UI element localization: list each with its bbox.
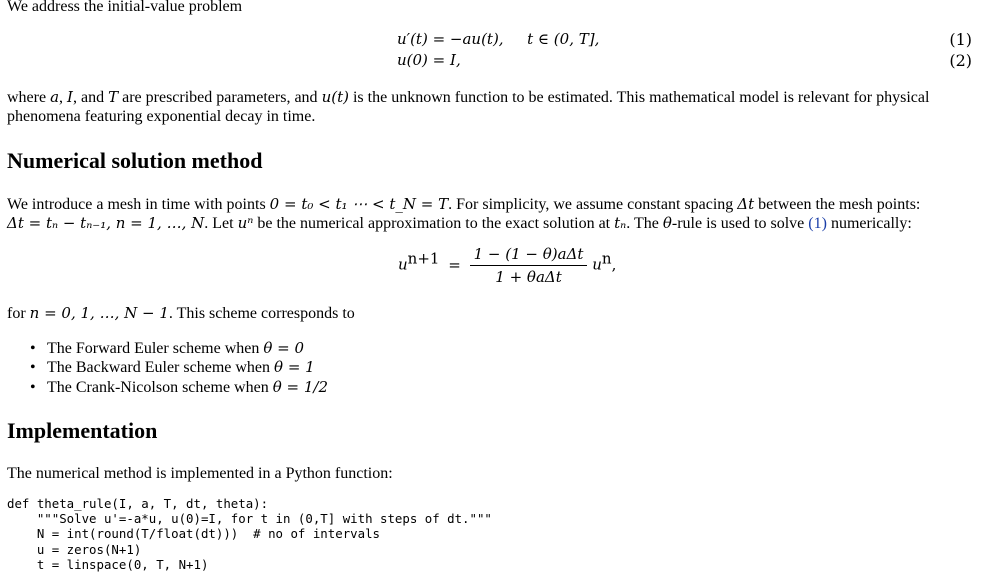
equation-1-domain: t ∈ (0, T], bbox=[527, 30, 600, 48]
list-item-text: The Forward Euler scheme when bbox=[47, 340, 264, 357]
scheme-denominator: 1 + θaΔt bbox=[495, 268, 562, 286]
for-text-b: . This scheme corresponds to bbox=[168, 305, 355, 322]
mesh-line-2 bbox=[7, 214, 912, 233]
mesh2-text-d: -rule is used to solve bbox=[671, 215, 809, 232]
list-item-text: The Backward Euler scheme when bbox=[47, 359, 275, 377]
list-item bbox=[28, 378, 328, 397]
where-line-2: phenomena featuring exponential decay in time. bbox=[7, 108, 316, 125]
dt-definition: Δt = tₙ − tₙ₋₁, n = 1, …, N bbox=[7, 214, 205, 232]
list-item bbox=[28, 358, 328, 377]
where-text-1: where bbox=[7, 89, 51, 106]
mesh2-text-e: numerically: bbox=[826, 215, 912, 232]
code-block bbox=[7, 496, 492, 572]
scheme-numerator: 1 − (1 − θ)aΔt bbox=[470, 243, 588, 266]
list-item-math: θ = 1/2 bbox=[272, 377, 328, 396]
code-line: N = int(round(T/float(dt))) # no of intervals bbox=[7, 526, 380, 542]
scheme-comma: , bbox=[611, 255, 617, 274]
code-line: t = linspace(0, T, N+1) bbox=[7, 556, 209, 572]
param-a: a bbox=[50, 88, 60, 106]
implementation-text: The numerical method is implemented in a Python function: bbox=[7, 465, 393, 482]
section-heading-numerical: Numerical solution method bbox=[7, 148, 263, 173]
numerical-u: uⁿ bbox=[237, 214, 254, 232]
equation-1 bbox=[397, 30, 599, 48]
where-paragraph bbox=[7, 88, 987, 107]
section-heading-implementation: Implementation bbox=[7, 418, 158, 443]
mesh2-text-c: . The bbox=[626, 215, 663, 232]
scheme-fraction bbox=[470, 243, 588, 288]
theta-scheme-equation bbox=[398, 243, 616, 288]
where-comma: , bbox=[59, 89, 68, 106]
unknown-function: u(t) bbox=[321, 88, 349, 106]
mesh-text-c: between the mesh points: bbox=[754, 196, 921, 213]
where-and: , and bbox=[72, 89, 109, 106]
where-text-3: is the unknown function to be estimated. This mathematical model is relevant for physical bbox=[348, 89, 930, 106]
mesh-dt: Δt bbox=[737, 195, 755, 213]
scheme-rhs: u bbox=[592, 255, 602, 274]
theta-symbol: θ bbox=[662, 214, 672, 232]
equation-1-lhs: u′(t) = −au(t), bbox=[397, 30, 504, 48]
code-line: def theta_rule(I, a, T, dt, theta): bbox=[7, 496, 269, 511]
list-item-text: The Crank-Nicolson scheme when bbox=[47, 378, 273, 396]
scheme-list bbox=[28, 339, 328, 397]
for-text-a: for bbox=[7, 305, 30, 322]
equation-1-number: (1) bbox=[949, 30, 972, 49]
equation-2 bbox=[397, 51, 461, 69]
mesh-tn: tₙ bbox=[614, 214, 627, 232]
list-item-math: θ = 1 bbox=[274, 358, 315, 377]
mesh-math: 0 = t₀ < t₁ ⋯ < t_N = T bbox=[269, 195, 449, 213]
scheme-lhs-sup: n+1 bbox=[407, 249, 440, 268]
scheme-lhs: u bbox=[398, 255, 408, 274]
scheme-rhs-sup: n bbox=[601, 249, 612, 268]
list-item-math: θ = 0 bbox=[263, 339, 305, 357]
mesh-line-1 bbox=[7, 195, 920, 214]
code-line: """Solve u'=-a*u, u(0)=I, for t in (0,T] with steps of dt.""" bbox=[7, 511, 492, 527]
param-T: T bbox=[108, 88, 119, 106]
list-item bbox=[28, 339, 328, 358]
intro-text: We address the initial-value problem bbox=[7, 0, 243, 15]
equation-2-lhs: u(0) = I, bbox=[397, 51, 461, 69]
mesh-text-a: We introduce a mesh in time with points bbox=[7, 196, 270, 213]
where-text-2: are prescribed parameters, and bbox=[118, 89, 322, 106]
scheme-equals: = bbox=[448, 255, 461, 274]
mesh2-text-a: . Let bbox=[204, 215, 238, 232]
param-I: I bbox=[67, 88, 73, 106]
equation-2-number: (2) bbox=[949, 51, 972, 70]
for-n-line bbox=[7, 304, 355, 323]
mesh2-text-b: be the numerical approximation to the exact solution at bbox=[253, 215, 615, 232]
mesh-text-b: . For simplicity, we assume constant spacing bbox=[448, 196, 738, 213]
equation-reference-link[interactable]: (1) bbox=[808, 215, 827, 232]
for-math: n = 0, 1, …, N − 1 bbox=[29, 304, 169, 322]
code-line: u = zeros(N+1) bbox=[7, 541, 142, 557]
